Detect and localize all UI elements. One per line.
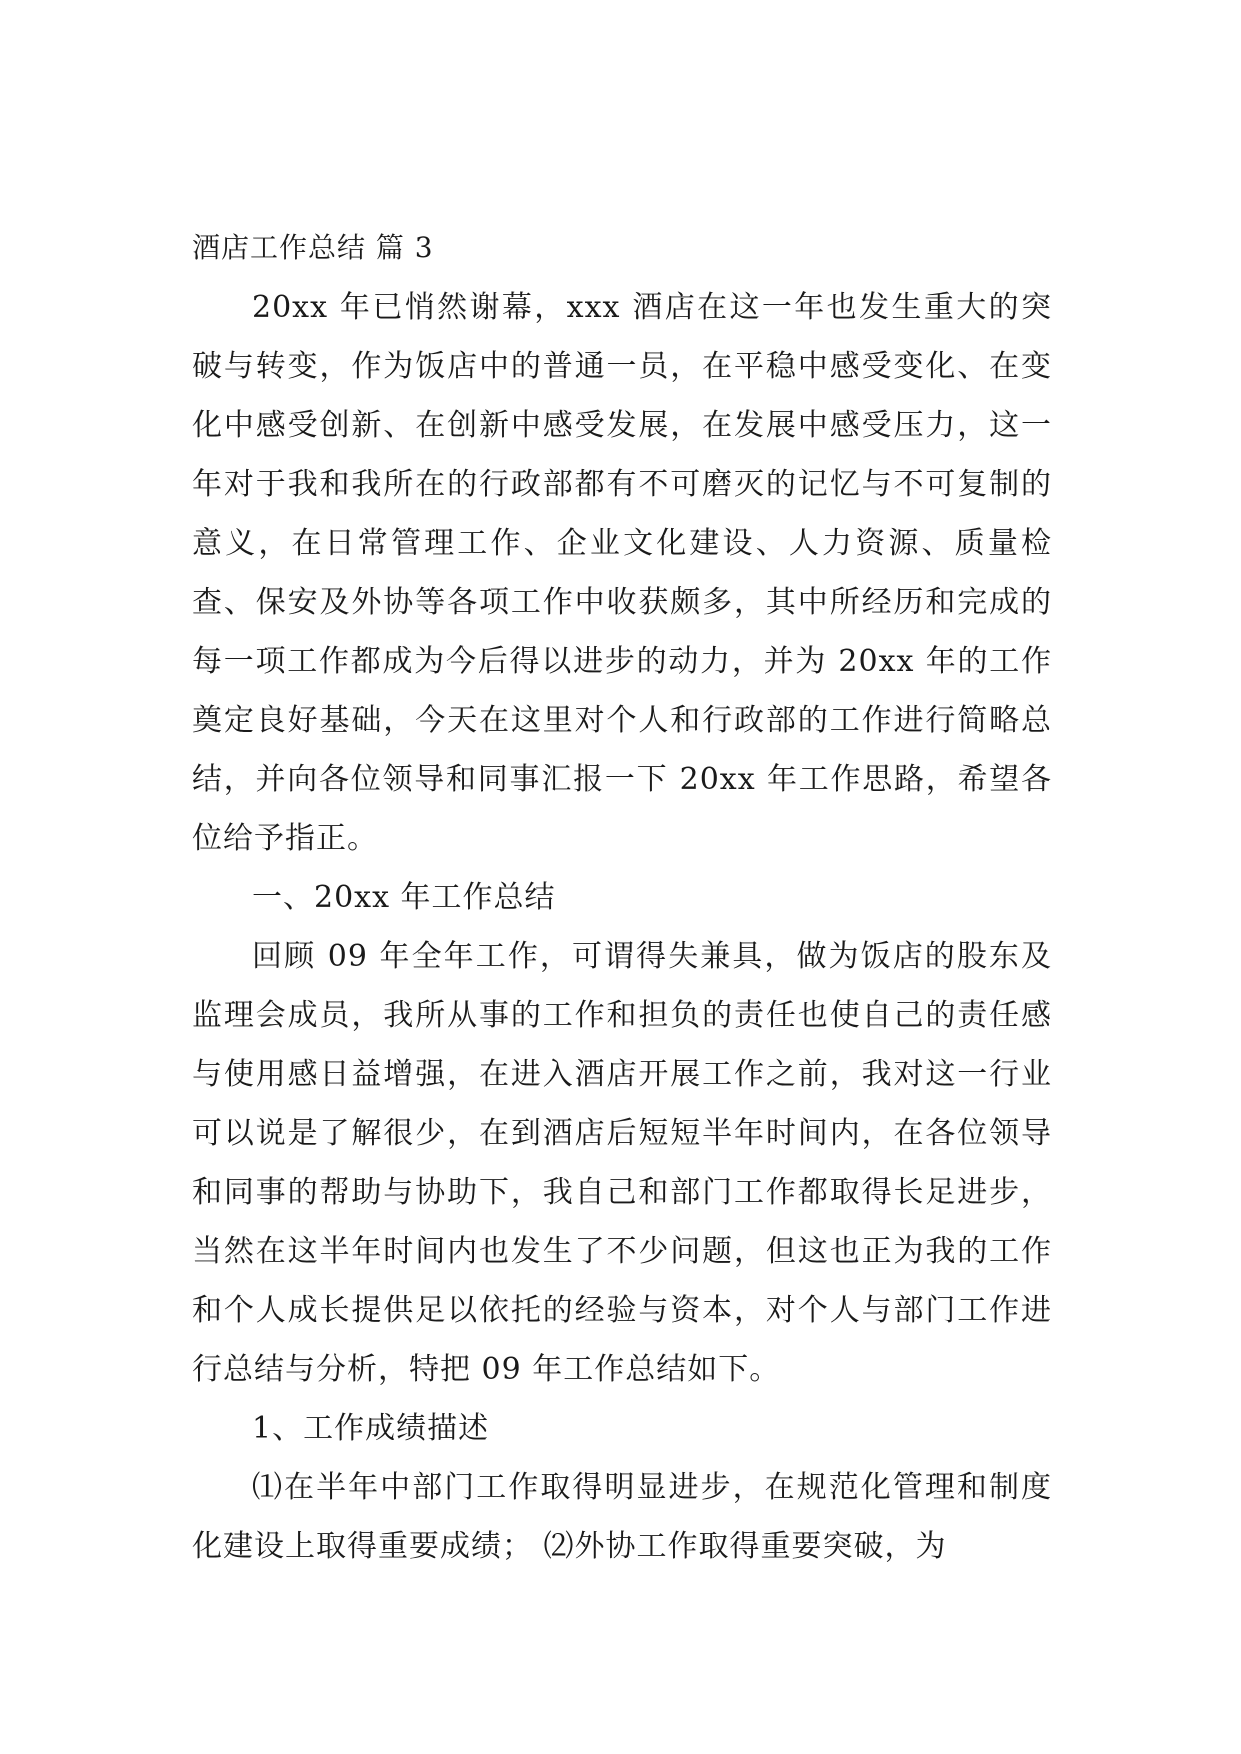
document-title: 酒店工作总结 篇 3 (192, 231, 434, 264)
section-heading-1: 一、20xx 年工作总结 (252, 880, 556, 915)
paragraph-review: 回顾 09 年全年工作，可谓得失兼具，做为饭店的股东及监理会成员，我所从事的工作和担负的责任也使自己的责任感与使用感日益增强，在进入酒店开展工作之前，我对这一行业可以说是了解很少，在到酒店后短短半年时间内，在各位领导和同事的帮助与协助下，我自己和部门工作都取得长足进步，当然在这半年时间内也发生了不少问题，但这也正为我的工作和个人成长提供足以依托的经验与资本，对个人与部门工作进行总结与分析，特把 09 年工作总结如下。 (192, 939, 1052, 1387)
document-body (192, 224, 1052, 1576)
paragraph-achievements: ⑴在半年中部门工作取得明显进步，在规范化管理和制度化建设上取得重要成绩； ⑵外协工作取得重要突破，为 (192, 1470, 1052, 1564)
paragraph-intro: 20xx 年已悄然谢幕，xxx 酒店在这一年也发生重大的突破与转变，作为饭店中的普通一员，在平稳中感受变化、在变化中感受创新、在创新中感受发展，在发展中感受压力，这一年对于我和我所在的行政部都有不可磨灭的记忆与不可复制的意义，在日常管理工作、企业文化建设、人力资源、质量检查、保安及外协等各项工作中收获颇多，其中所经历和完成的每一项工作都成为今后得以进步的动力，并为 20xx 年的工作奠定良好基础，今天在这里对个人和行政部的工作进行简略总结，并向各位领导和同事汇报一下 20xx 年工作思路，希望各位给予指正。 (192, 290, 1052, 856)
subsection-heading-1: 1、工作成绩描述 (252, 1411, 490, 1446)
